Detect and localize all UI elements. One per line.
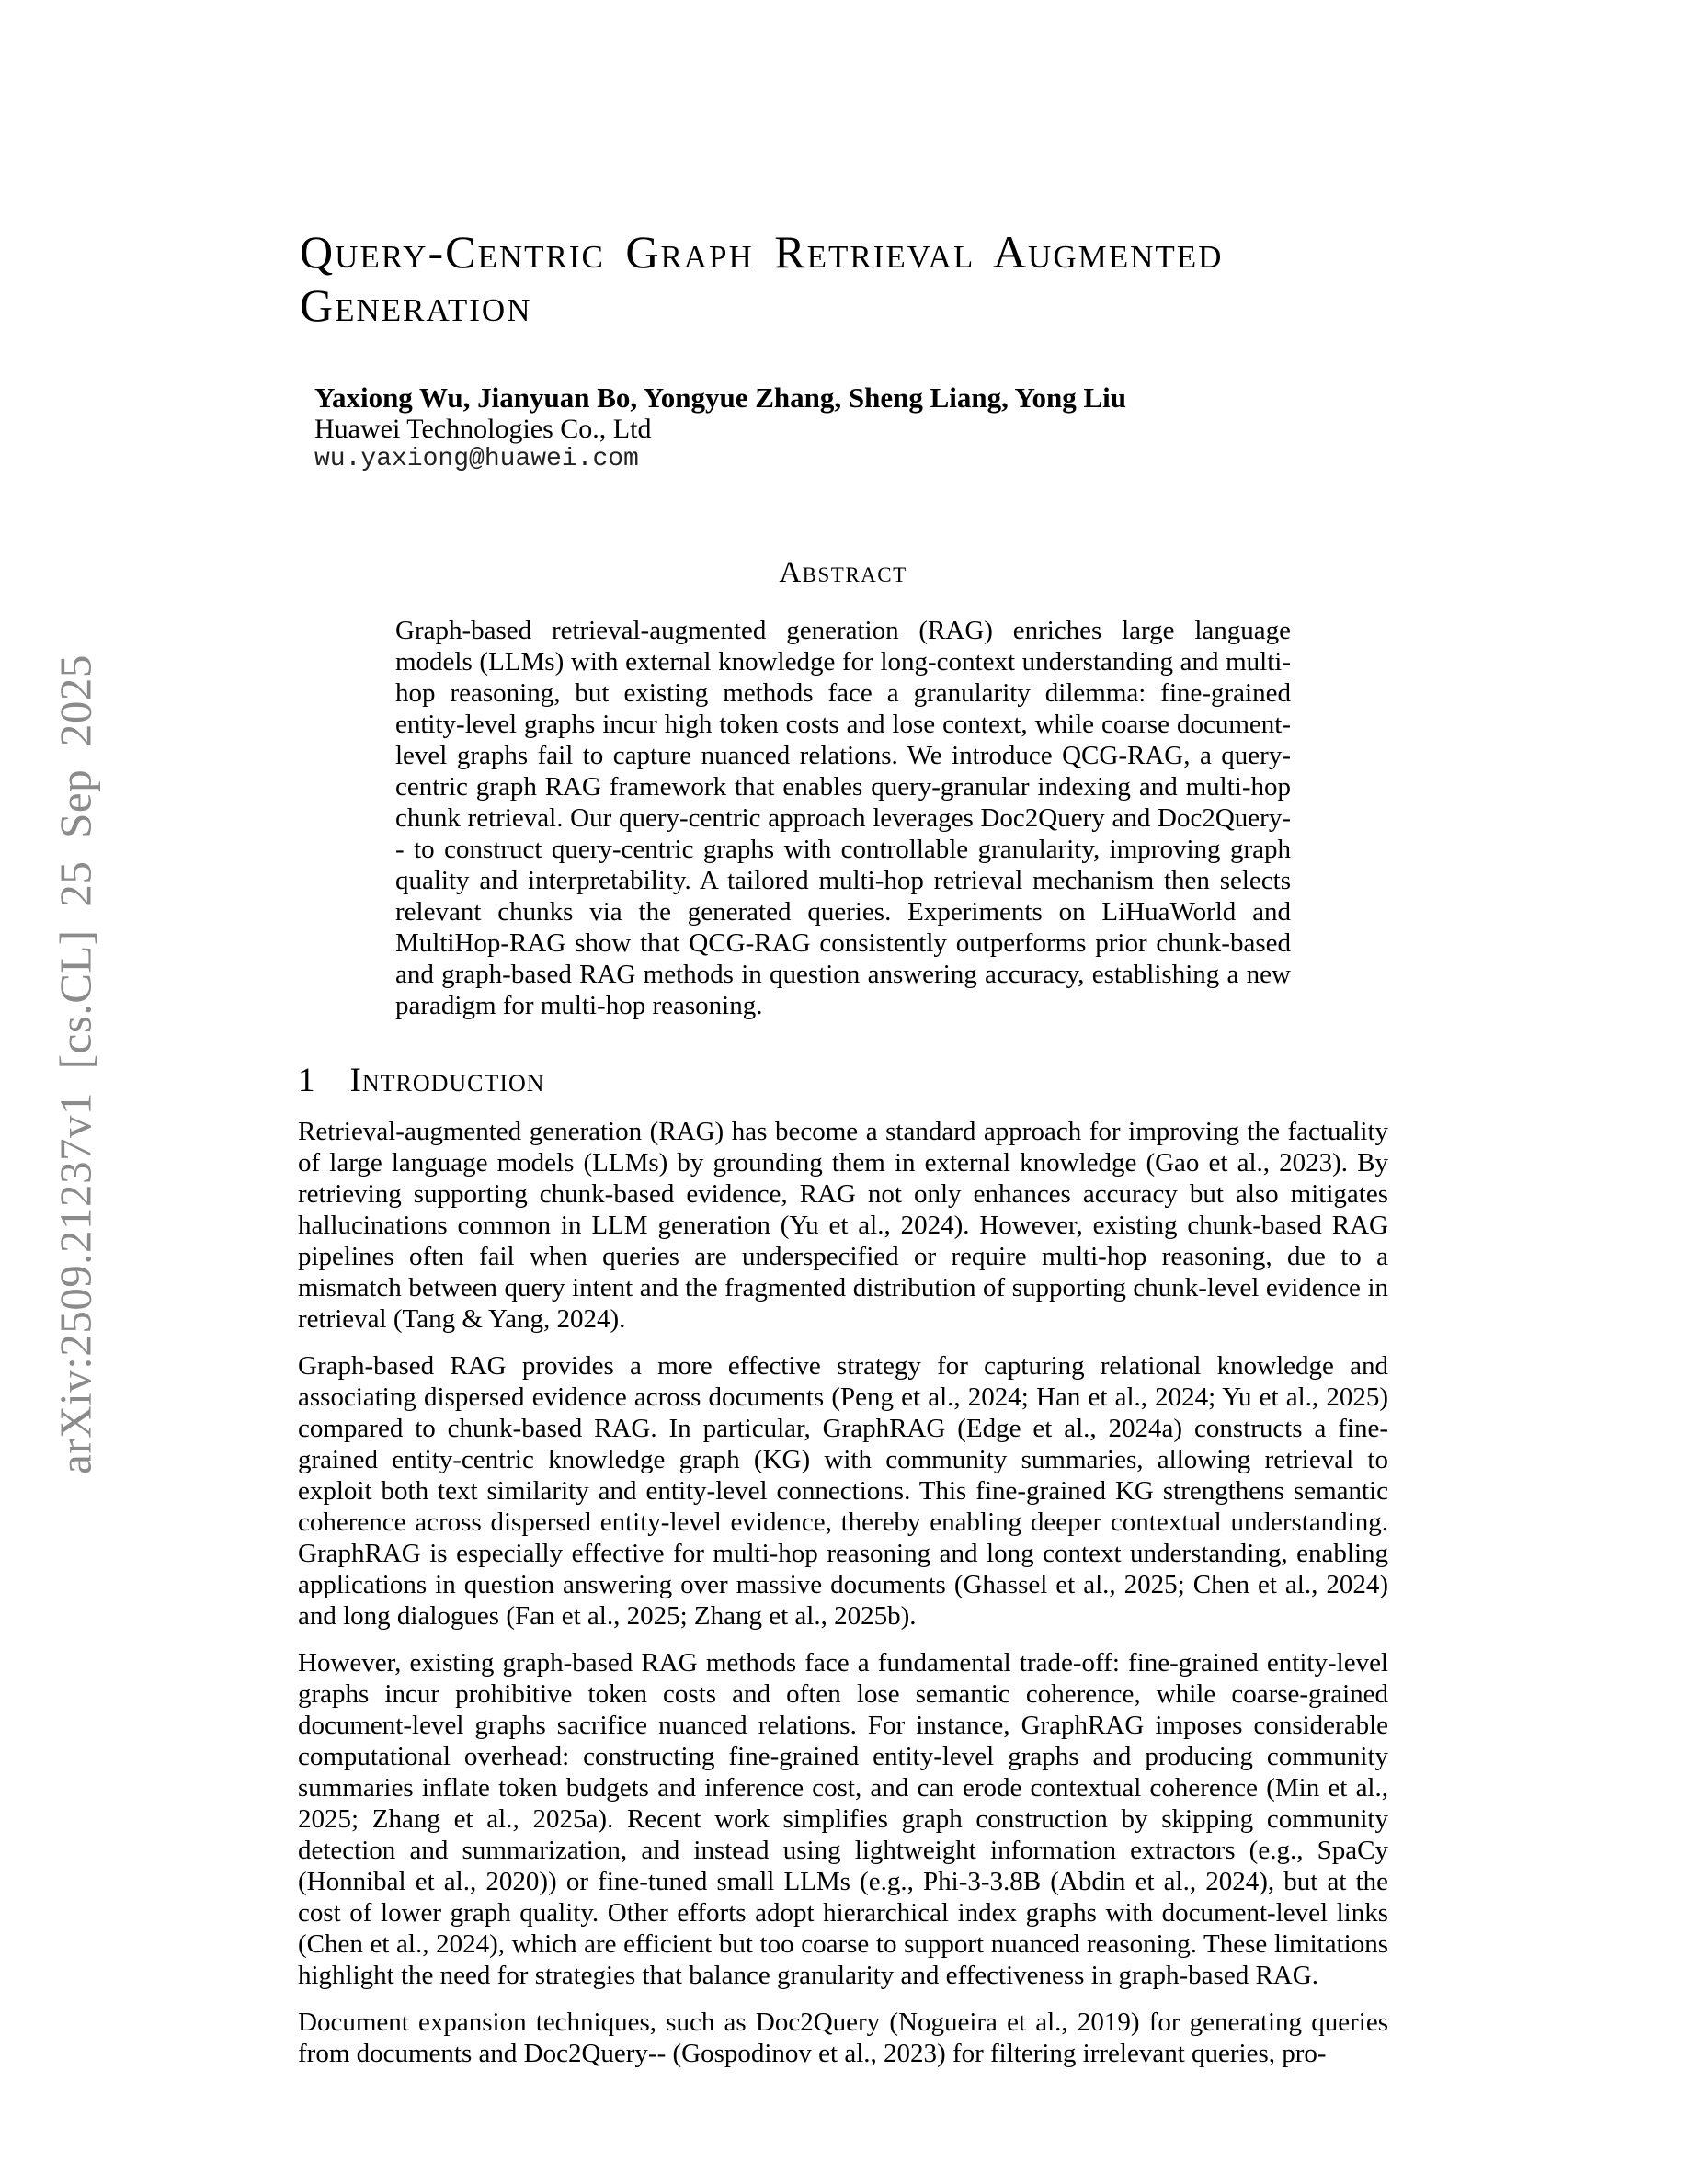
paragraph: Document expansion techniques, such as Doc2Query (Nogueira et al., 2019) for generating queries from documents and Doc2Query-- (Gospodinov et al., 2023) for filtering irrelevant queries, pro- <box>298 2008 1388 2069</box>
author-names: Yaxiong Wu, Jianyuan Bo, Yongyue Zhang, Sheng Liang, Yong Liu <box>314 381 1126 414</box>
paragraph: Graph-based RAG provides a more effective strategy for capturing relational knowledge and associating dispersed evidence across documents (Peng et al., 2024; Han et al., 2024; Yu et al., 2025) compared to chunk-based RAG. In particular, GraphRAG (Edge et al., 2024a) constructs a fine-grained entity-centric knowledge graph (KG) with community summaries, allowing retrieval to exploit both text similarity and entity-level connections. This fine-grained KG strengthens semantic coherence across dispersed entity-level evidence, thereby enabling deeper contextual understanding. GraphRAG is especially effective for multi-hop reasoning and long context understanding, enabling applications in question answering over massive documents (Ghassel et al., 2025; Chen et al., 2024) and long dialogues (Fan et al., 2025; Zhang et al., 2025b). <box>298 1351 1388 1632</box>
paragraph: However, existing graph-based RAG methods face a fundamental trade-off: fine-grained entity-level graphs incur prohibitive token costs and often lose semantic coherence, while coarse-grained document-level graphs sacrifice nuanced relations. For instance, GraphRAG imposes considerable computational overhead: constructing fine-grained entity-level graphs and producing community summaries inflate token budgets and inference cost, and can erode contextual coherence (Min et al., 2025; Zhang et al., 2025a). Recent work simplifies graph construction by skipping community detection and summarization, and instead using lightweight information extractors (e.g., SpaCy (Honnibal et al., 2020)) or fine-tuned small LLMs (e.g., Phi-3-3.8B (Abdin et al., 2024), but at the cost of lower graph quality. Other efforts adopt hierarchical index graphs with document-level links (Chen et al., 2024), which are efficient but too coarse to support nuanced reasoning. These limitations highlight the need for strategies that balance granularity and effectiveness in graph-based RAG. <box>298 1648 1388 1991</box>
email-address: wu.yaxiong@huawei.com <box>314 445 639 473</box>
section-heading-introduction <box>298 1060 1388 1101</box>
abstract-text: Graph-based retrieval-augmented generation (RAG) enriches large language models (LLMs) with external knowledge for long-context understanding and multi-hop reasoning, but existing methods face a granularity dilemma: fine-grained entity-level graphs incur high token costs and lose context, while coarse document-level graphs fail to capture nuanced relations. We introduce QCG-RAG, a query-centric graph RAG framework that enables query-granular indexing and multi-hop chunk retrieval. Our query-centric approach leverages Doc2Query and Doc2Query-- to construct query-centric graphs with controllable granularity, improving graph quality and interpretability. A tailored multi-hop retrieval mechanism then selects relevant chunks via the generated queries. Experiments on LiHuaWorld and MultiHop-RAG show that QCG-RAG consistently outperforms prior chunk-based and graph-based RAG methods in question answering accuracy, establishing a new paradigm for multi-hop reasoning. <box>395 616 1291 1021</box>
introduction-body <box>298 1116 1388 2069</box>
abstract-heading: Abstract <box>779 556 907 589</box>
section-number: 1 <box>298 1062 315 1100</box>
author-block <box>314 381 1388 475</box>
section-title: Introduction <box>349 1062 545 1100</box>
arxiv-watermark: arXiv:2509.21237v1 [cs.CL] 25 Sep 2025 <box>50 654 101 1474</box>
paper-content <box>298 0 1388 2085</box>
paper-title: Query-Centric Graph Retrieval Augmented Generation <box>300 226 1224 331</box>
paragraph: Retrieval-augmented generation (RAG) has become a standard approach for improving the factuality of large language models (LLMs) by grounding them in external knowledge (Gao et al., 2023). By retrieving supporting chunk-based evidence, RAG not only enhances accuracy but also mitigates hallucinations common in LLM generation (Yu et al., 2024). However, existing chunk-based RAG pipelines often fail when queries are underspecified or require multi-hop reasoning, due to a mismatch between query intent and the fragmented distribution of supporting chunk-level evidence in retrieval (Tang & Yang, 2024). <box>298 1117 1388 1335</box>
affiliation: Huawei Technologies Co., Ltd <box>314 414 652 444</box>
